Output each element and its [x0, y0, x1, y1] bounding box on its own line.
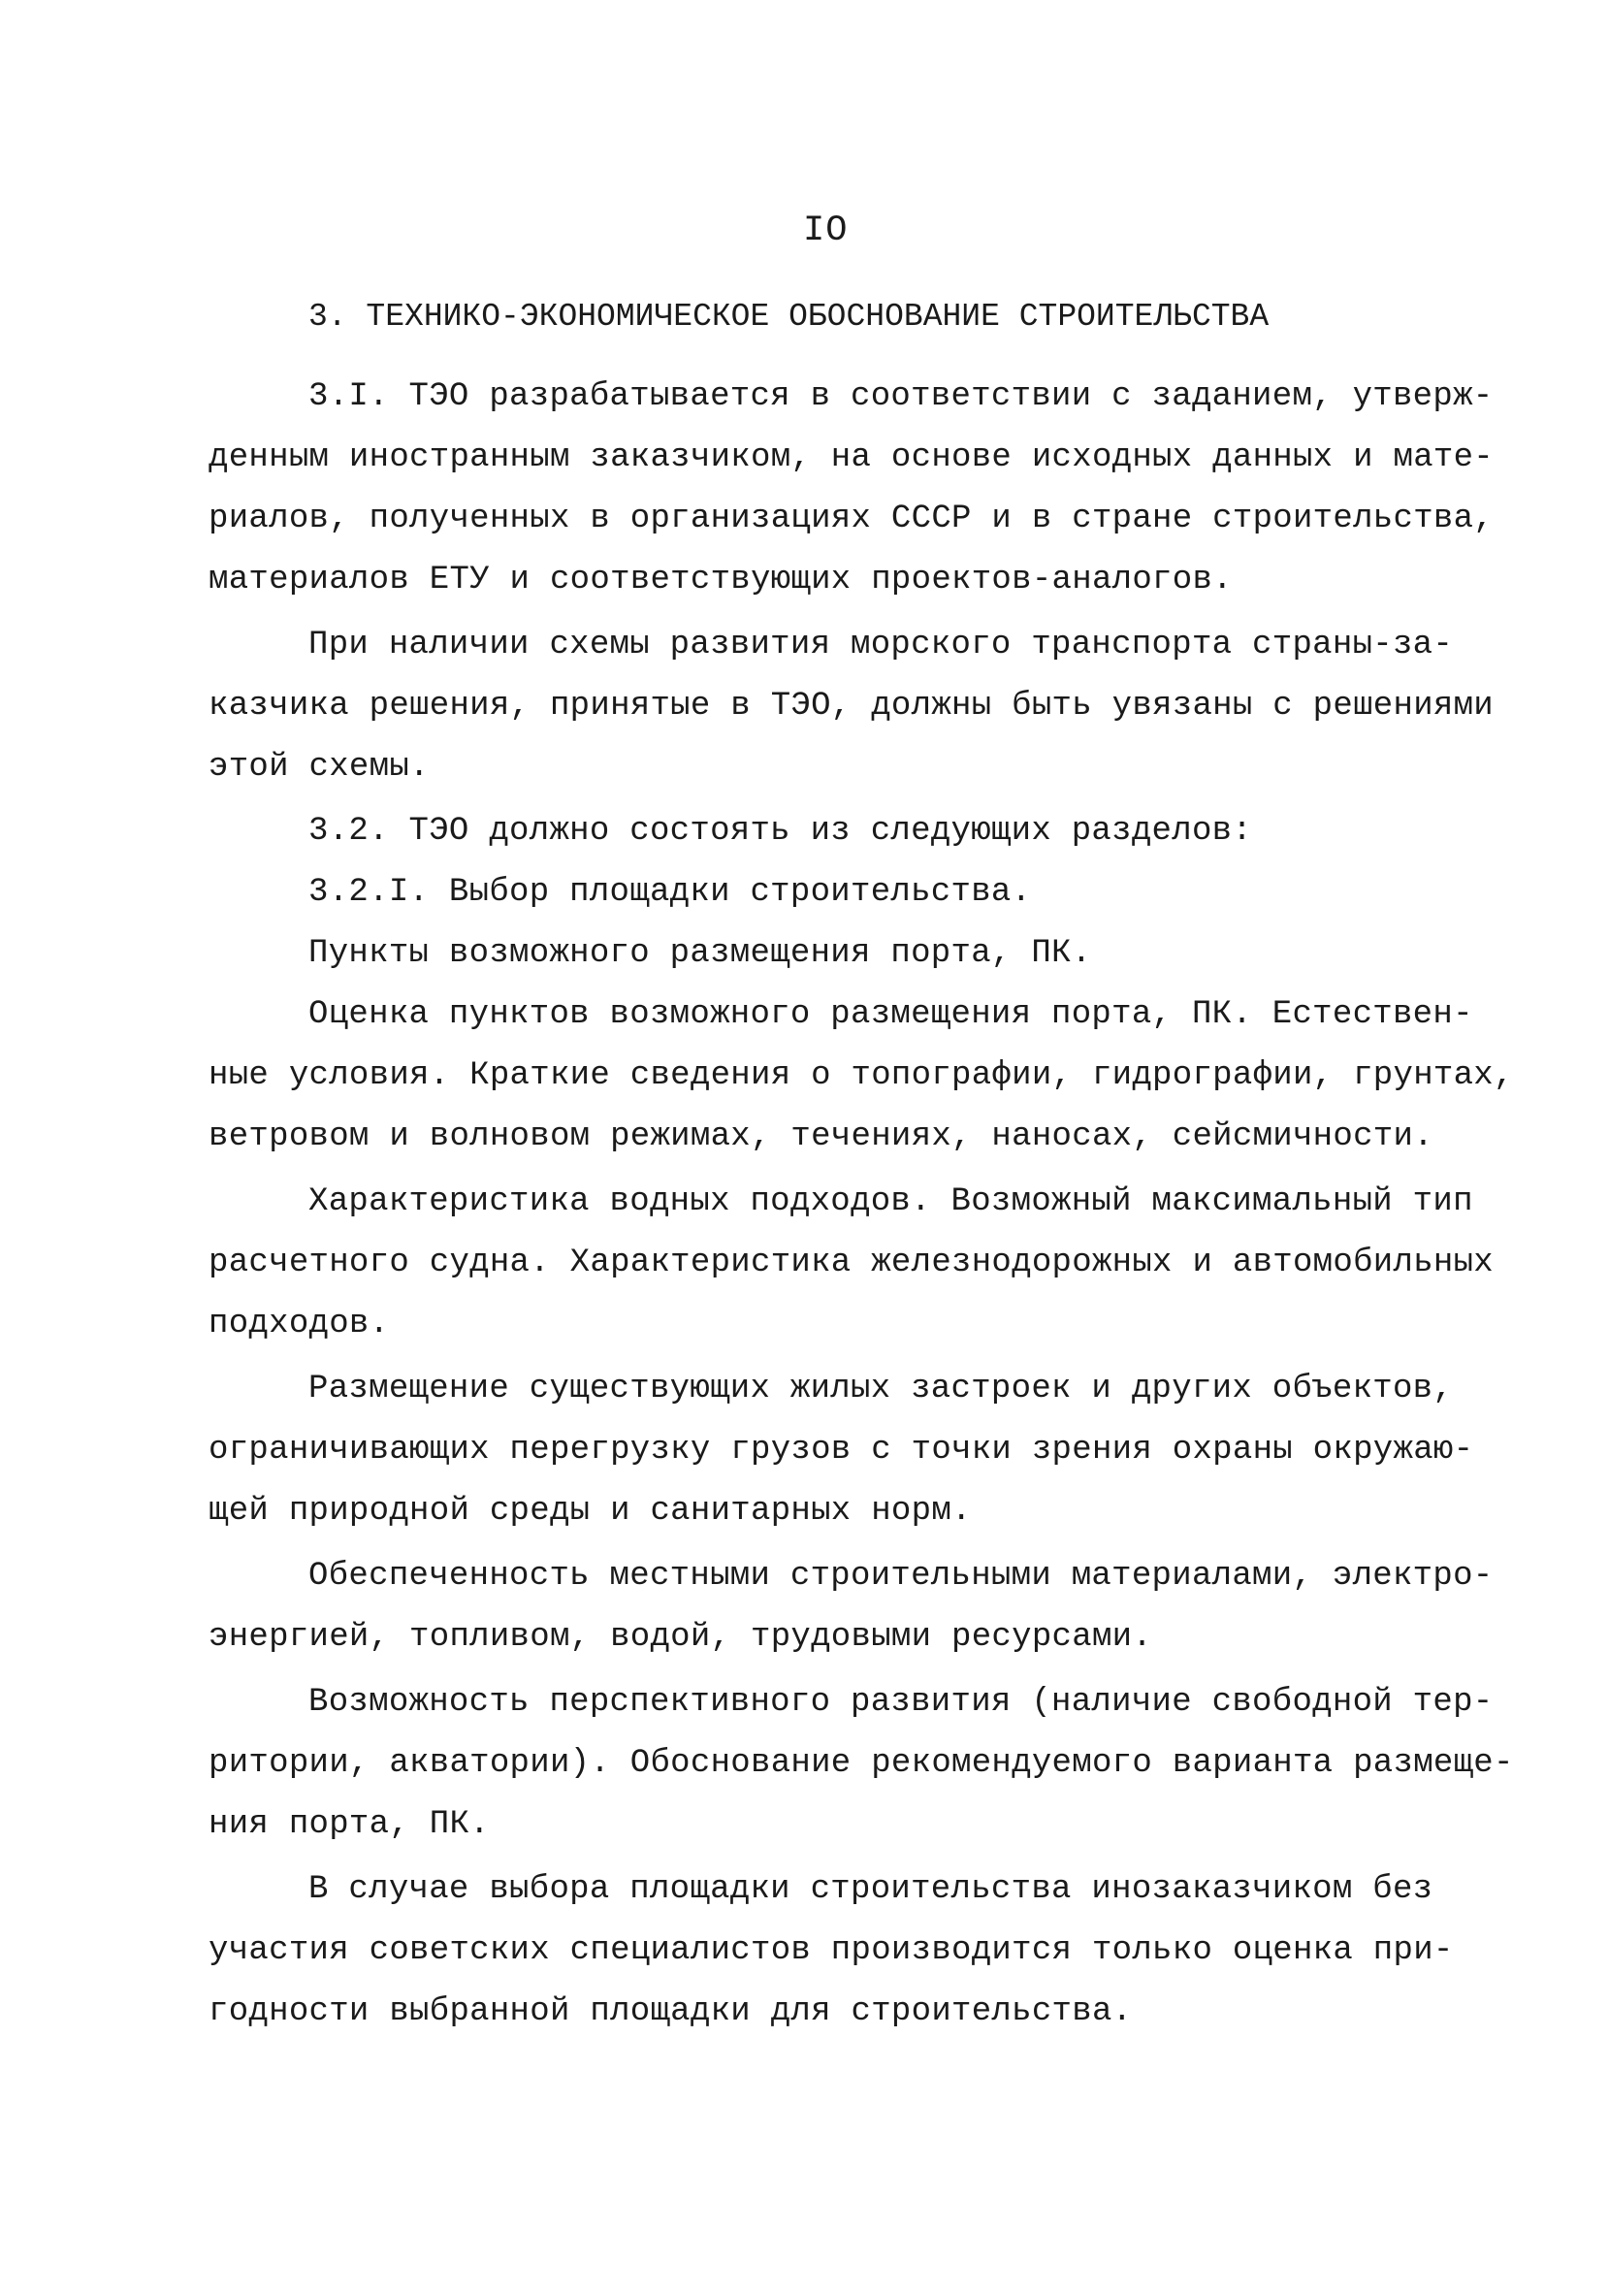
paragraph-line: 3.2. ТЭО должно состоять из следующих разделов:	[308, 813, 1253, 850]
paragraph-line: участия советских специалистов производится только оценка при-	[209, 1932, 1454, 1969]
paragraph-line: этой схемы.	[209, 749, 430, 786]
paragraph-line: подходов.	[209, 1306, 390, 1342]
page-number: IO	[803, 210, 849, 251]
paragraph-line: ритории, акватории). Обоснование рекомендуемого варианта размеще-	[209, 1745, 1514, 1782]
paragraph-line: щей природной среды и санитарных норм.	[209, 1493, 972, 1530]
paragraph-line: 3.I. ТЭО разрабатывается в соответствии с заданием, утверж-	[308, 378, 1494, 415]
paragraph-line: Обеспеченность местными строительными материалами, электро-	[308, 1558, 1494, 1595]
paragraph-line: материалов ЕТУ и соответствующих проектов-аналогов.	[209, 562, 1233, 598]
paragraph-line: Размещение существующих жилых застроек и других объектов,	[308, 1371, 1454, 1407]
paragraph-line: ния порта, ПК.	[209, 1806, 490, 1843]
paragraph-line: ограничивающих перегрузку грузов с точки зрения охраны окружаю-	[209, 1432, 1474, 1469]
paragraph-line: В случае выбора площадки строительства инозаказчиком без	[308, 1871, 1433, 1908]
paragraph-line: энергией, топливом, водой, трудовыми ресурсами.	[209, 1619, 1153, 1656]
paragraph-line: При наличии схемы развития морского транспорта страны-за-	[308, 627, 1454, 663]
paragraph-line: Пункты возможного размещения порта, ПК.	[308, 935, 1092, 972]
paragraph-line: Характеристика водных подходов. Возможный максимальный тип	[308, 1183, 1473, 1220]
paragraph-line: ные условия. Краткие сведения о топографии, гидрографии, грунтах,	[209, 1057, 1514, 1094]
paragraph-line: Оценка пунктов возможного размещения порта, ПК. Естествен-	[308, 996, 1473, 1033]
paragraph-line: денным иностранным заказчиком, на основе исходных данных и мате-	[209, 439, 1495, 476]
paragraph-line: риалов, полученных в организациях СССР и в стране строительства,	[209, 501, 1495, 537]
section-heading: 3. ТЕХНИКО-ЭКОНОМИЧЕСКОЕ ОБОСНОВАНИЕ СТРОИТЕЛЬСТВА	[308, 299, 1270, 335]
paragraph-line: ветровом и волновом режимах, течениях, наносах, сейсмичности.	[209, 1118, 1433, 1155]
paragraph-line: 3.2.I. Выбор площадки строительства.	[308, 874, 1032, 911]
paragraph-line: расчетного судна. Характеристика железнодорожных и автомобильных	[209, 1245, 1495, 1281]
paragraph-line: казчика решения, принятые в ТЭО, должны быть увязаны с решениями	[209, 688, 1495, 725]
paragraph-line: годности выбранной площадки для строительства.	[209, 1993, 1133, 2030]
paragraph-line: Возможность перспективного развития (наличие свободной тер-	[308, 1684, 1494, 1721]
